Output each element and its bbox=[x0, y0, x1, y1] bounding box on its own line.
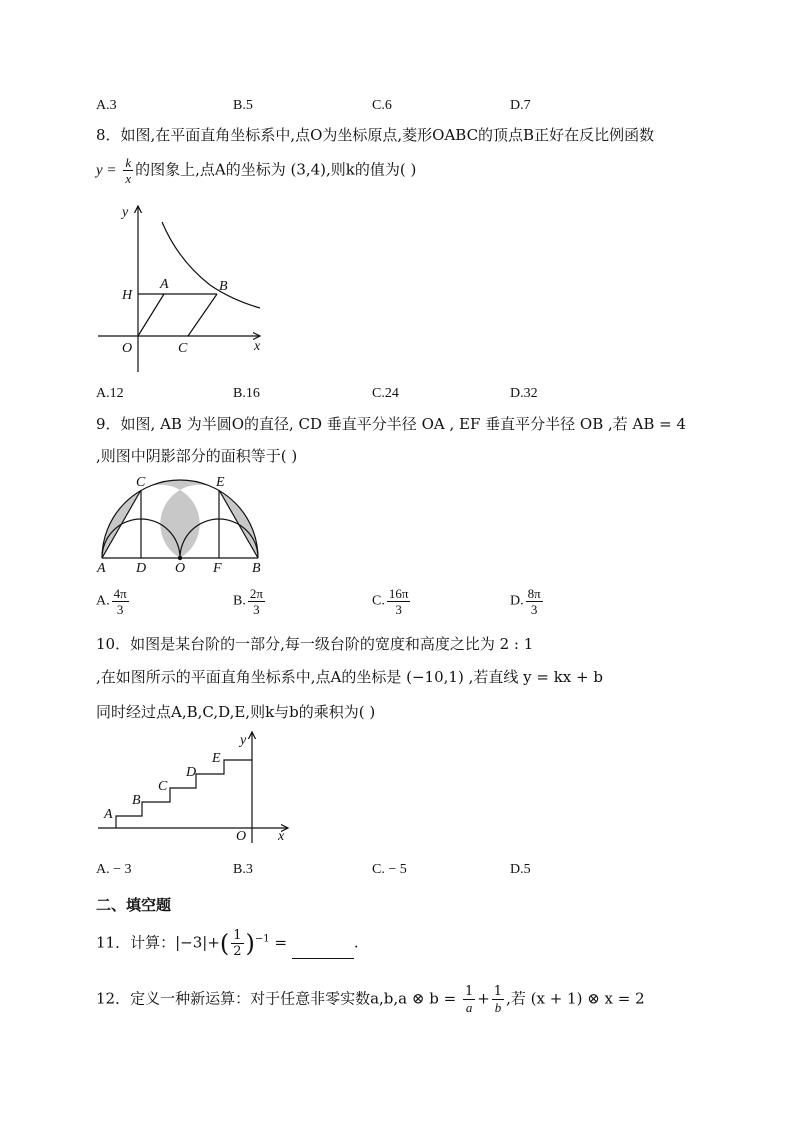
q11-den: 2 bbox=[233, 944, 242, 959]
q10-label-e: E bbox=[212, 751, 221, 766]
section-fill-in-heading: 二、填空题 bbox=[96, 896, 172, 914]
q9-option-b-den: 3 bbox=[253, 602, 260, 617]
q9-label-e: E bbox=[216, 475, 225, 490]
q9-option-b-prefix: B. bbox=[233, 593, 246, 609]
q11-paren-close: ) bbox=[245, 929, 255, 958]
q11-end: . bbox=[353, 933, 359, 952]
q9-option-c bbox=[372, 586, 412, 617]
q8-side-cb bbox=[188, 294, 217, 336]
q9-option-d-den: 3 bbox=[530, 602, 538, 617]
q12-plus: + bbox=[477, 989, 490, 1008]
q12-num-a: 1 bbox=[464, 984, 474, 999]
q8-label-h: H bbox=[122, 288, 133, 303]
q11-num: 1 bbox=[233, 928, 242, 943]
q8-text-line1: 8．如图,在平面直角坐标系中,点O为坐标原点,菱形OABC的顶点B正好在反比例函数 bbox=[96, 126, 655, 144]
q9-label-b: B bbox=[252, 561, 261, 576]
q8-label-y: y bbox=[122, 205, 129, 220]
q12-num-b: 1 bbox=[493, 984, 503, 999]
q9-option-c-num: 16π bbox=[388, 586, 409, 601]
q10-figure bbox=[94, 728, 294, 848]
q11-fraction bbox=[231, 928, 243, 959]
q9-figure bbox=[92, 472, 270, 576]
q9-chord-ac bbox=[102, 490, 141, 558]
q9-option-a-num: 4π bbox=[113, 586, 127, 601]
q11-exponent: −1 bbox=[254, 933, 270, 945]
q11-text bbox=[96, 928, 359, 959]
q10-option-a: A. − 3 bbox=[96, 862, 132, 877]
q8-label-a: A bbox=[160, 277, 169, 292]
q9-text-line2: ,则图中阴影部分的面积等于( ) bbox=[96, 447, 298, 465]
q9-option-a-fraction bbox=[112, 586, 129, 617]
q10-label-x: x bbox=[278, 829, 285, 844]
q8-line2-rest: 的图象上,点A的坐标为 (3,4),则k的值为( ) bbox=[135, 160, 417, 179]
q11-prefix: 11．计算： bbox=[96, 933, 176, 952]
q12-fraction-a bbox=[463, 984, 475, 1015]
q12-text bbox=[96, 984, 645, 1015]
q12-fraction-b bbox=[492, 984, 504, 1015]
q8-hyperbola bbox=[162, 222, 260, 308]
q11-equals: = bbox=[274, 933, 288, 952]
q10-option-b: B.3 bbox=[233, 862, 253, 877]
q8-label-b: B bbox=[219, 279, 228, 294]
q8-func-den: x bbox=[125, 171, 132, 186]
q12-den-a: a bbox=[465, 1000, 473, 1015]
q9-option-a bbox=[96, 586, 131, 617]
q9-option-c-den: 3 bbox=[395, 602, 402, 617]
q7-option-b: B.5 bbox=[233, 98, 253, 113]
q10-label-y: y bbox=[240, 733, 247, 748]
q7-option-c: C.6 bbox=[372, 98, 392, 113]
q10-option-c: C. − 5 bbox=[372, 862, 407, 877]
q9-label-d: D bbox=[136, 561, 147, 576]
q8-option-a: A.12 bbox=[96, 386, 124, 401]
q8-label-o: O bbox=[122, 341, 133, 356]
q8-func-num: k bbox=[125, 155, 132, 170]
q8-option-d: D.32 bbox=[510, 386, 538, 401]
q8-option-b: B.16 bbox=[233, 386, 260, 401]
q10-option-d: D.5 bbox=[510, 862, 531, 877]
q9-option-b-num: 2π bbox=[249, 586, 263, 601]
q10-text-line2: ,在如图所示的平面直角坐标系中,点A的坐标是 (−10,1) ,若直线 y = kx + b bbox=[96, 668, 603, 686]
q12-suffix: ,若 (x + 1) ⊗ x = 2 bbox=[506, 989, 645, 1008]
q10-label-d: D bbox=[186, 765, 197, 780]
q9-option-d-num: 8π bbox=[527, 586, 541, 601]
q9-chord-eb bbox=[219, 490, 258, 558]
q10-text-line3: 同时经过点A,B,C,D,E,则k与b的乘积为( ) bbox=[96, 703, 376, 721]
q8-figure bbox=[92, 200, 272, 380]
q9-option-a-den: 3 bbox=[116, 602, 124, 617]
q7-option-d: D.7 bbox=[510, 98, 531, 113]
q10-label-c: C bbox=[158, 779, 168, 794]
q9-option-c-fraction bbox=[387, 586, 411, 617]
q8-func-fraction bbox=[123, 155, 133, 186]
q9-label-o: O bbox=[175, 561, 186, 576]
q10-label-a: A bbox=[104, 807, 113, 822]
q9-text-line1: 9．如图, AB 为半圆O的直径, CD 垂直平分半径 OA , EF 垂直平分半径 OB ,若 AB = 4 bbox=[96, 415, 687, 433]
q8-label-c: C bbox=[178, 341, 188, 356]
q12-prefix: 12．定义一种新运算：对于任意非零实数a,b,a ⊗ b = bbox=[96, 989, 457, 1008]
q10-label-o: O bbox=[236, 829, 247, 844]
q9-option-a-prefix: A. bbox=[96, 593, 110, 609]
q7-option-a: A.3 bbox=[96, 98, 117, 113]
q9-shade-middle bbox=[141, 480, 219, 558]
q9-option-d-prefix: D. bbox=[510, 593, 524, 609]
q9-option-b bbox=[233, 586, 267, 617]
q8-func-y: y = bbox=[96, 162, 117, 179]
q8-text-line2 bbox=[96, 155, 416, 186]
q9-option-d-fraction bbox=[526, 586, 543, 617]
q11-answer-blank[interactable] bbox=[292, 944, 354, 959]
q8-label-x: x bbox=[254, 339, 261, 354]
q9-option-c-prefix: C. bbox=[372, 593, 385, 609]
q9-label-c: C bbox=[136, 475, 146, 490]
q10-label-b: B bbox=[132, 793, 141, 808]
q11-paren-open: ( bbox=[219, 929, 230, 958]
q9-label-f: F bbox=[213, 561, 222, 576]
q9-option-b-fraction bbox=[248, 586, 265, 617]
q9-center-dot bbox=[178, 556, 182, 560]
q11-abs: |−3|+ bbox=[175, 933, 220, 952]
q10-text-line1: 10．如图是某台阶的一部分,每一级台阶的宽度和高度之比为 2 : 1 bbox=[96, 635, 534, 653]
q8-option-c: C.24 bbox=[372, 386, 399, 401]
q12-den-b: b bbox=[494, 1000, 502, 1015]
q9-option-d bbox=[510, 586, 545, 617]
q9-label-a: A bbox=[97, 561, 106, 576]
q8-side-oa bbox=[138, 294, 164, 336]
